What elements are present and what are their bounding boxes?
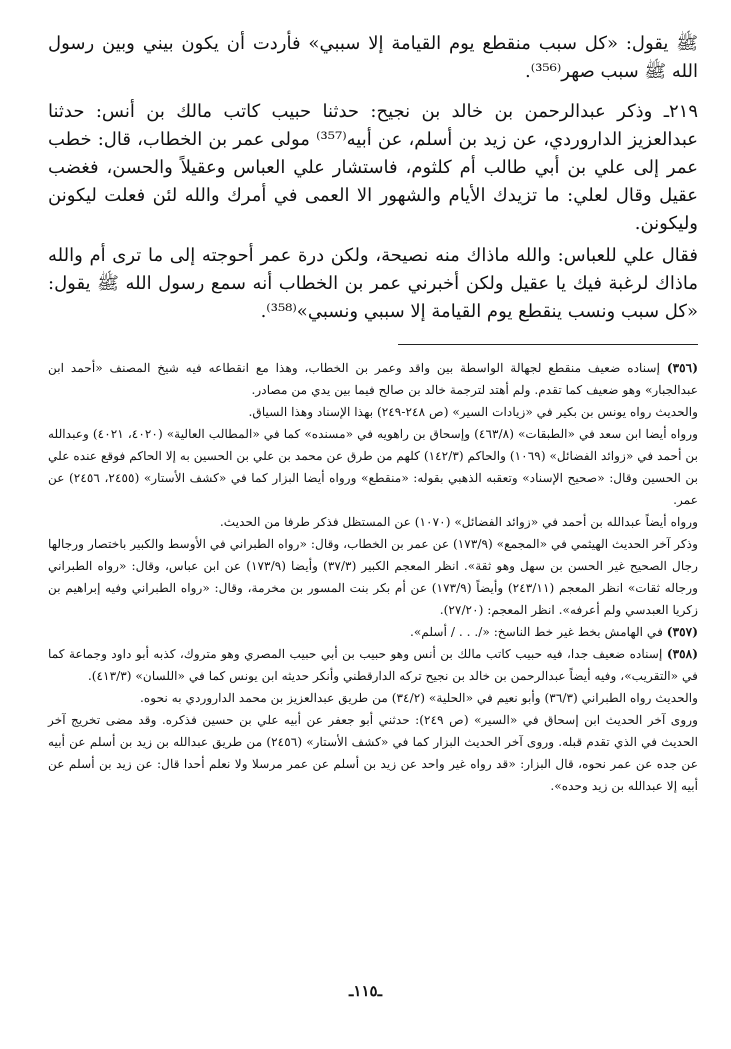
footnote-number: (٣٥٦) (666, 361, 699, 375)
footnote-text: والحديث رواه يونس بن بكير في «زيادات السير» (ص ٢٤٨-٢٤٩) بهذا الإسناد وهذا السياق. (248, 405, 698, 419)
footnote-text: ورواه أيضا ابن سعد في «الطبقات» (٤٦٣/٨) وإسحاق بن راهويه في «مسنده» كما في «المطالب العالية» (٤٠٢٠، ٤٠٢١) وعبدالله بن أحمد في «زوائد الفضائل» (١٠٦٩) والحاكم (١٤٢/٣) كلهم من طرق عن محمد بن علي بن الحسين به إلا الحاكم فوقع عنده علي بن الحسين وقال: «صحيح الإسناد» وتعقبه الذهبي بقوله: «منقطع» ورواه أيضا البزار كما في «كشف الأستار» (٢٤٥٥، ٢٤٥٦) عن عمر. (48, 427, 699, 507)
footnote-text: وروى آخر الحديث ابن إسحاق في «السير» (ص ٢٤٩): حدثني أبو جعفر عن أبيه علي بن حسين فذكره. وقد مضى تخريج آخر الحديث في الذي تقدم قبله. وروى آخر الحديث البزار كما في «كشف الأستار» (٢٤٥٦) من طريق عبدالله بن زيد بن أسلم عن أبيه عن جده عن عمر نحوه، قال البزار: «قد رواه غير واحد عن زيد بن أسلم عن عمر مرسلا ولا نعلم أحدا قال: عن زيد بن أسلم عن أبيه إلا عبدالله بن زيد وحده». (48, 713, 698, 793)
page-number: ـ١١٥ـ (349, 982, 382, 1000)
main-text (48, 30, 698, 326)
footnote (48, 621, 698, 643)
footnote-text: ورواه أيضاً عبدالله بن أحمد في «زوائد الفضائل» (١٠٧٠) عن المستظل فذكر طرفا من الحديث. (219, 515, 698, 529)
main-paragraph: فقال علي للعباس: والله ماذاك منه نصيحة، ولكن درة عمر أحوجته إلى ما ترى أم والله ماذاك لرغبة فيك يا عقيل ولكن أخبرني عمر بن الخطاب أنه سمع رسول الله ﷺ يقول: «كل سبب ونسب ينقطع يوم القيامة إلا سببي ونسبي»⁽³⁵⁸⁾. (48, 245, 698, 322)
footnote (48, 643, 698, 687)
footnote-text: وذكر آخر الحديث الهيثمي في «المجمع» (١٧٣/٩) عن عمر بن الخطاب، وقال: «رواه الطبراني في الأوسط والكبير باختصار ورجالها رجال الصحيح غير الحسن بن سهل وهو ثقة». انظر المعجم الكبير (٣٧/٣) وأيضا (١٧٣/٩) عن ابن عباس، وقال: «رواه الطبراني ورجاله ثقات» انظر المعجم (٢٤٣/١١) وأيضاً (١٧٣/٩) عن أم بكر بنت المسور بن مخرمة، وقال: «رواه الطبراني وفيه إبراهيم بن زكريا العبدسي ولم أعرفه». انظر المعجم: (٢٧/٢٠). (48, 537, 698, 617)
footnote-text: إسناده ضعيف منقطع لجهالة الواسطة بين واقد وعمر بن الخطاب، وهذا مع انقطاعه فيه شيخ المصنف «أحمد ابن عبدالجبار» وهو ضعيف كما تقدم. ولم أهتد لترجمة خالد بن صالح فيما بين يدي من مصادر. (48, 361, 698, 397)
footnote-text: في الهامش بخط غير خط الناسخ: «/. . . / أسلم». (409, 625, 663, 639)
footnote-divider (398, 344, 698, 345)
footnote-text: إسناده ضعيف جدا، فيه حبيب كاتب مالك بن أنس وهو حبيب بن أبي حبيب المصري وهو متروك، كذبه أبو داود وجماعة كما في «التقريب»، وفيه أيضاً عبدالرحمن بن خالد بن نجيح تركه الدارقطني وأنكر حديثه ابن يونس كما في «اللسان» (٤١٣/٣). (48, 647, 698, 683)
footnote (48, 423, 698, 511)
footnotes (48, 357, 698, 797)
footnote (48, 401, 698, 423)
footnote-number: (٣٥٧) (666, 625, 698, 639)
footnote (48, 533, 698, 621)
main-paragraph: ﷺ يقول: «كل سبب منقطع يوم القيامة إلا سببي» فأردت أن يكون بيني وبين رسول الله ﷺ سبب صهر⁽³⁵⁶⁾. (48, 33, 698, 82)
page-content (48, 30, 698, 797)
main-paragraph: ٢١٩ـ وذكر عبدالرحمن بن خالد بن نجيح: حدثنا حبيب كاتب مالك بن أنس: حدثنا عبدالعزيز الداروردي، عن زيد بن أسلم، عن أبيه⁽³⁵⁷⁾ مولى عمر بن الخطاب، قال: خطب عمر إلى علي بن أبي طالب أم كلثوم، فاستشار علي العباس وعقيلاً والحسن، فغضب عقيل وقال لعلي: ما تزيدك الأيام والشهور الا العمى في أمرك والله لئن فعلت ليكونن وليكونن. (48, 101, 698, 234)
footnote (48, 357, 698, 401)
footnote (48, 511, 698, 533)
footnote (48, 709, 698, 797)
footnote-text: والحديث رواه الطبراني (٣٦/٣) وأبو نعيم في «الحلية» (٣٤/٢) من طريق عبدالعزيز بن محمد الداروردي به نحوه. (140, 691, 698, 705)
footnote-number: (٣٥٨) (666, 647, 699, 661)
footnote (48, 687, 698, 709)
